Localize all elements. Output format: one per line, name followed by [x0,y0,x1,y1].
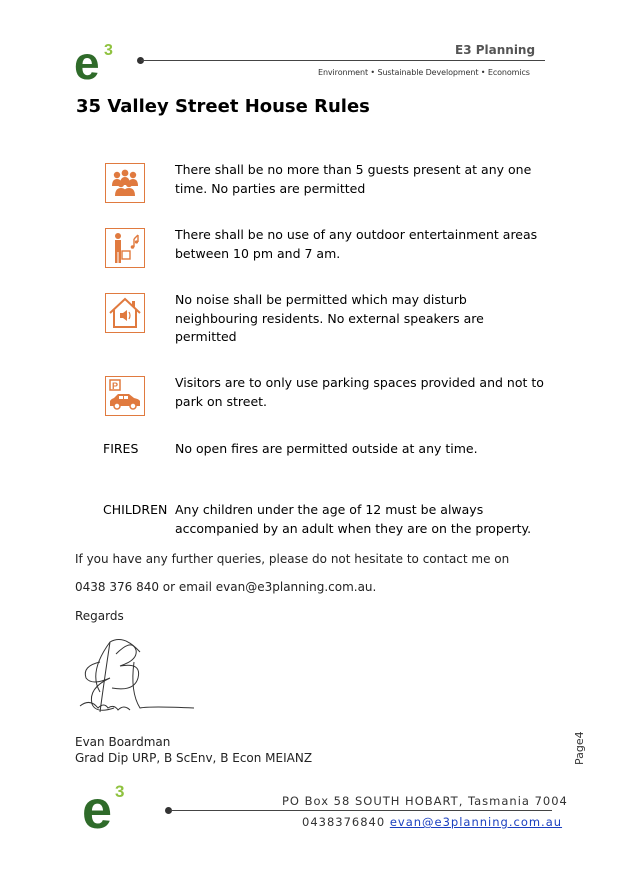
rule-parking-text: Visitors are to only use parking spaces provided and not to park on street. [175,375,544,409]
svg-text:3: 3 [115,782,125,801]
footer-e3-logo [80,778,132,839]
footer-email-link[interactable]: evan@e3planning.com.au [389,815,563,829]
svg-text:P: P [112,381,119,391]
footer-address: PO Box 58 SOUTH HOBART, Tasmania 7004 [282,794,568,808]
rule-guests-text: There shall be no more than 5 guests present at any one time. No parties are permitted [175,162,532,196]
rule-fires-label: FIRES [103,441,139,456]
parking-car-icon [105,376,145,416]
house-speaker-icon [105,293,145,333]
signatory-name: Evan Boardman [75,735,171,749]
svg-text:3: 3 [104,42,113,59]
header-divider [141,60,545,61]
guests-icon [105,163,145,203]
signature-image [70,632,200,727]
svg-text:e: e [82,780,113,834]
rule-entertainment-text: There shall be no use of any outdoor entertainment areas between 10 pm and 7 am. [175,227,538,261]
footer-divider [170,810,552,811]
rule-children-label: CHILDREN [103,502,168,517]
footer-phone: 0438376840 [302,815,386,829]
company-tagline: Environment • Sustainable Development • Economics [318,68,530,77]
regards-text: Regards [75,609,124,623]
company-name: E3 Planning [455,43,536,57]
rule-fires-text: No open fires are permitted outside at any time. [175,441,478,456]
footer-contact [302,815,562,829]
rule-noise-text: No noise shall be permitted which may disturb neighbouring residents. No external speakers are permitted [175,292,484,344]
page-number: Page4 [573,731,586,765]
page-title: 35 Valley Street House Rules [76,96,370,117]
contact-line-1: If you have any further queries, please do not hesitate to contact me on [75,552,510,566]
signatory-credentials: Grad Dip URP, B ScEnv, B Econ MEIANZ [75,751,313,765]
music-icon [105,228,145,268]
svg-text:e: e [74,38,100,86]
rule-children-text: Any children under the age of 12 must be always accompanied by an adult when they are on the property. [175,502,532,536]
e3-logo [72,38,120,91]
contact-line-2: 0438 376 840 or email evan@e3planning.com.au. [75,580,377,594]
